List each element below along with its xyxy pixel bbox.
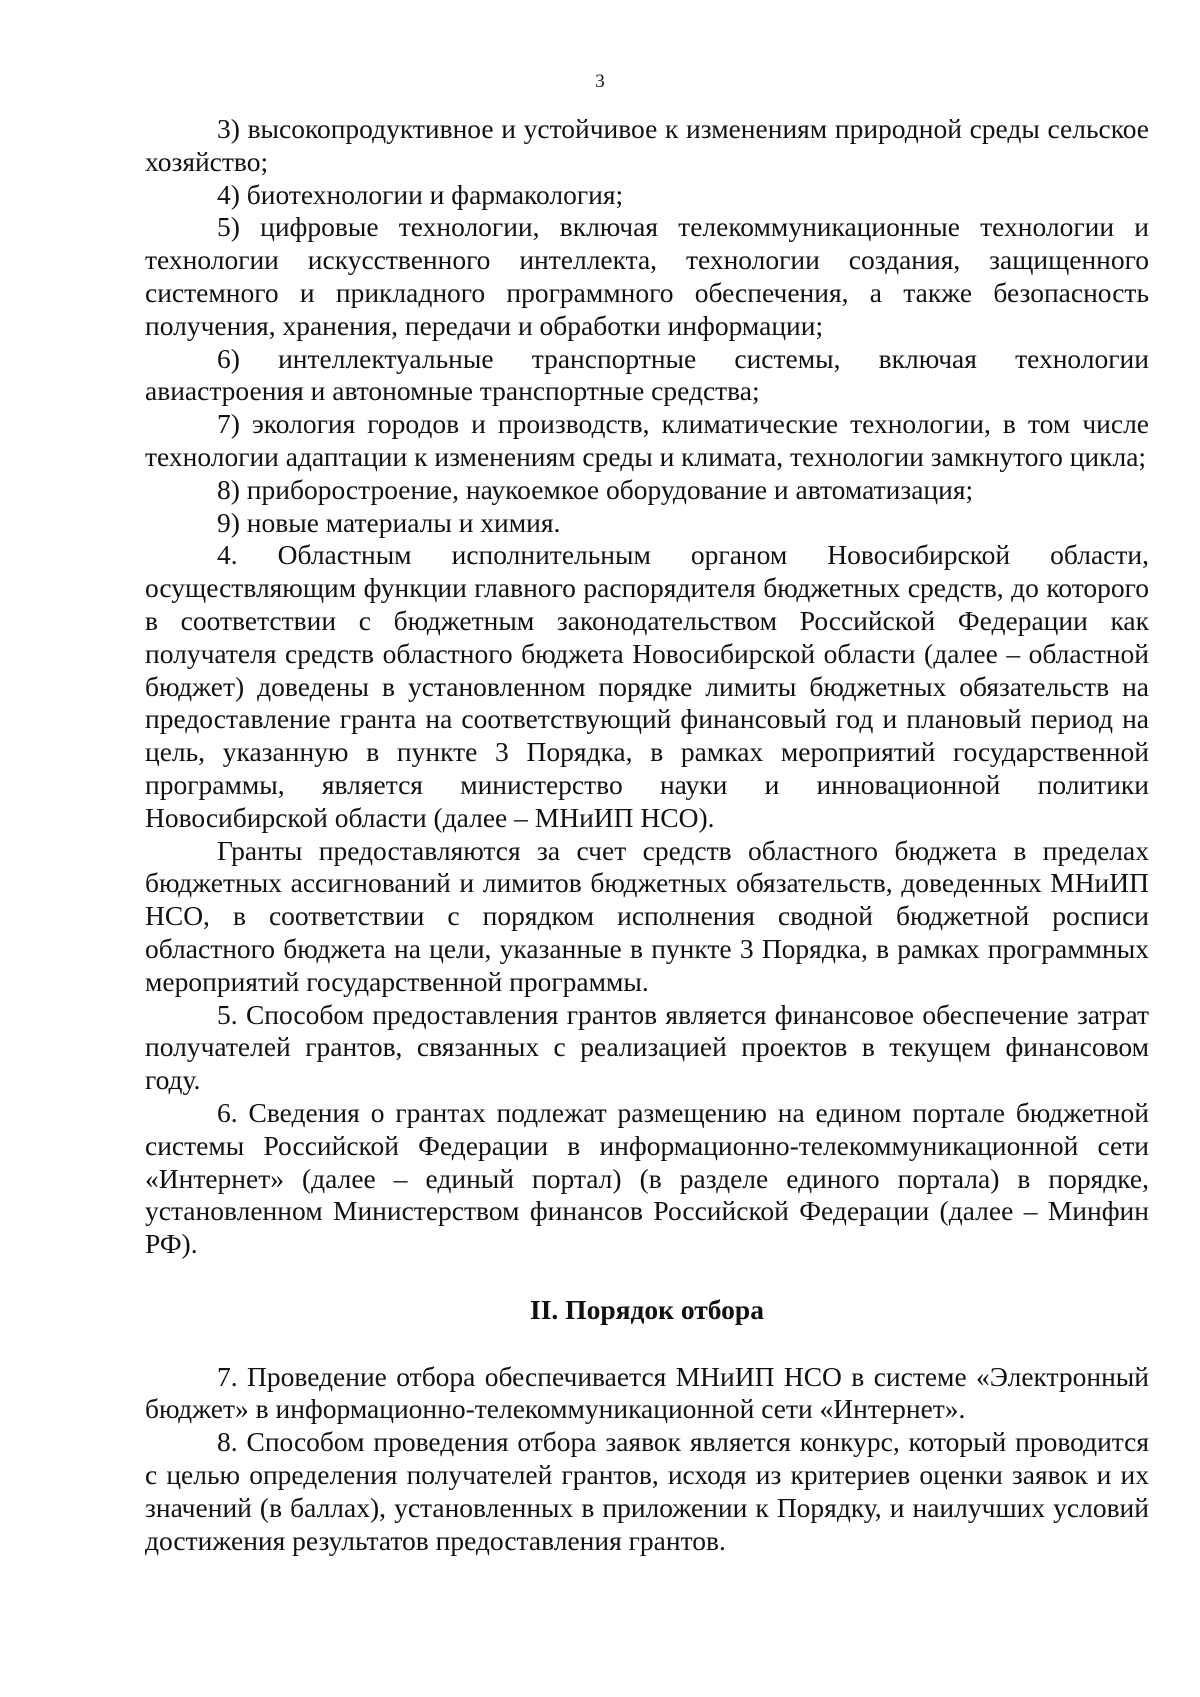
clause-6: 6. Сведения о грантах подлежат размещению на едином портале бюджетной системы Российской Федерации в информационно-телекоммуникационной сети «Интернет» (далее – единый портал) (в разделе единого портала) в порядке, установленном Министерством финансов Российской Федерации (далее – Минфин РФ). — [145, 1096, 1149, 1260]
list-item-digital-tech: 5) цифровые технологии, включая телекоммуникационные технологии и технологии искусственного интеллекта, технологии создания, защищенного системного и прикладного программного обеспечения, а также безопасность получения, хранения, передачи и обработки информации; — [145, 211, 1149, 341]
list-item-materials: 9) новые материалы и химия. — [217, 506, 561, 538]
clause-8: 8. Способом проведения отбора заявок является конкурс, который проводится с целью определения получателей грантов, исходя из критериев оценки заявок и их значений (в баллах), установленных в приложении к Порядку, и наилучших условий достижения результатов предоставления грантов. — [145, 1426, 1149, 1556]
clause-4: 4. Областным исполнительным органом Новосибирской области, осуществляющим функции главного распорядителя бюджетных средств, до которого в соответствии с бюджетным законодательством Российской Федерации как получателя средств областного бюджета Новосибирской области (далее – областной бюджет) доведены в установленном порядке лимиты бюджетных обязательств на предоставление гранта на соответствующий финансовый год и плановый период на цель, указанную в пункте 3 Порядка, в рамках мероприятий государственной программы, является министерство науки и инновационной политики Новосибирской области (далее – МНиИП НСО). — [145, 539, 1149, 833]
list-item-ecology: 7) экология городов и производств, климатические технологии, в том числе технологии адаптации к изменениям среды и климата, технологии замкнутого цикла; — [145, 408, 1149, 472]
list-item-biotech: 4) биотехнологии и фармакология; — [217, 178, 624, 210]
list-item-agriculture: 3) высокопродуктивное и устойчивое к изменениям природной среды сельское хозяйство; — [145, 113, 1149, 177]
document-body — [145, 113, 1149, 1557]
page-number: 3 — [595, 71, 605, 92]
section-heading: II. Порядок отбора — [530, 1293, 764, 1325]
list-item-transport: 6) интеллектуальные транспортные системы, включая технологии авиастроения и автономные транспортные средства; — [145, 342, 1149, 407]
clause-7: 7. Проведение отбора обеспечивается МНиИП НСО в системе «Электронный бюджет» в информационно-телекоммуникационной сети «Интернет». — [145, 1360, 1149, 1425]
clause-5: 5. Способом предоставления грантов является финансовое обеспечение затрат получателей грантов, связанных с реализацией проектов в текущем финансовом году. — [145, 998, 1149, 1096]
list-item-instruments: 8) приборостроение, наукоемкое оборудование и автоматизация; — [217, 473, 974, 505]
clause-4-grants-funding: Гранты предоставляются за счет средств областного бюджета в пределах бюджетных ассигнований и лимитов бюджетных обязательств, доведенных МНиИП НСО, в соответствии с порядком исполнения сводной бюджетной росписи областного бюджета на цели, указанные в пункте 3 Порядка, в рамках программных мероприятий государственной программы. — [145, 834, 1149, 997]
